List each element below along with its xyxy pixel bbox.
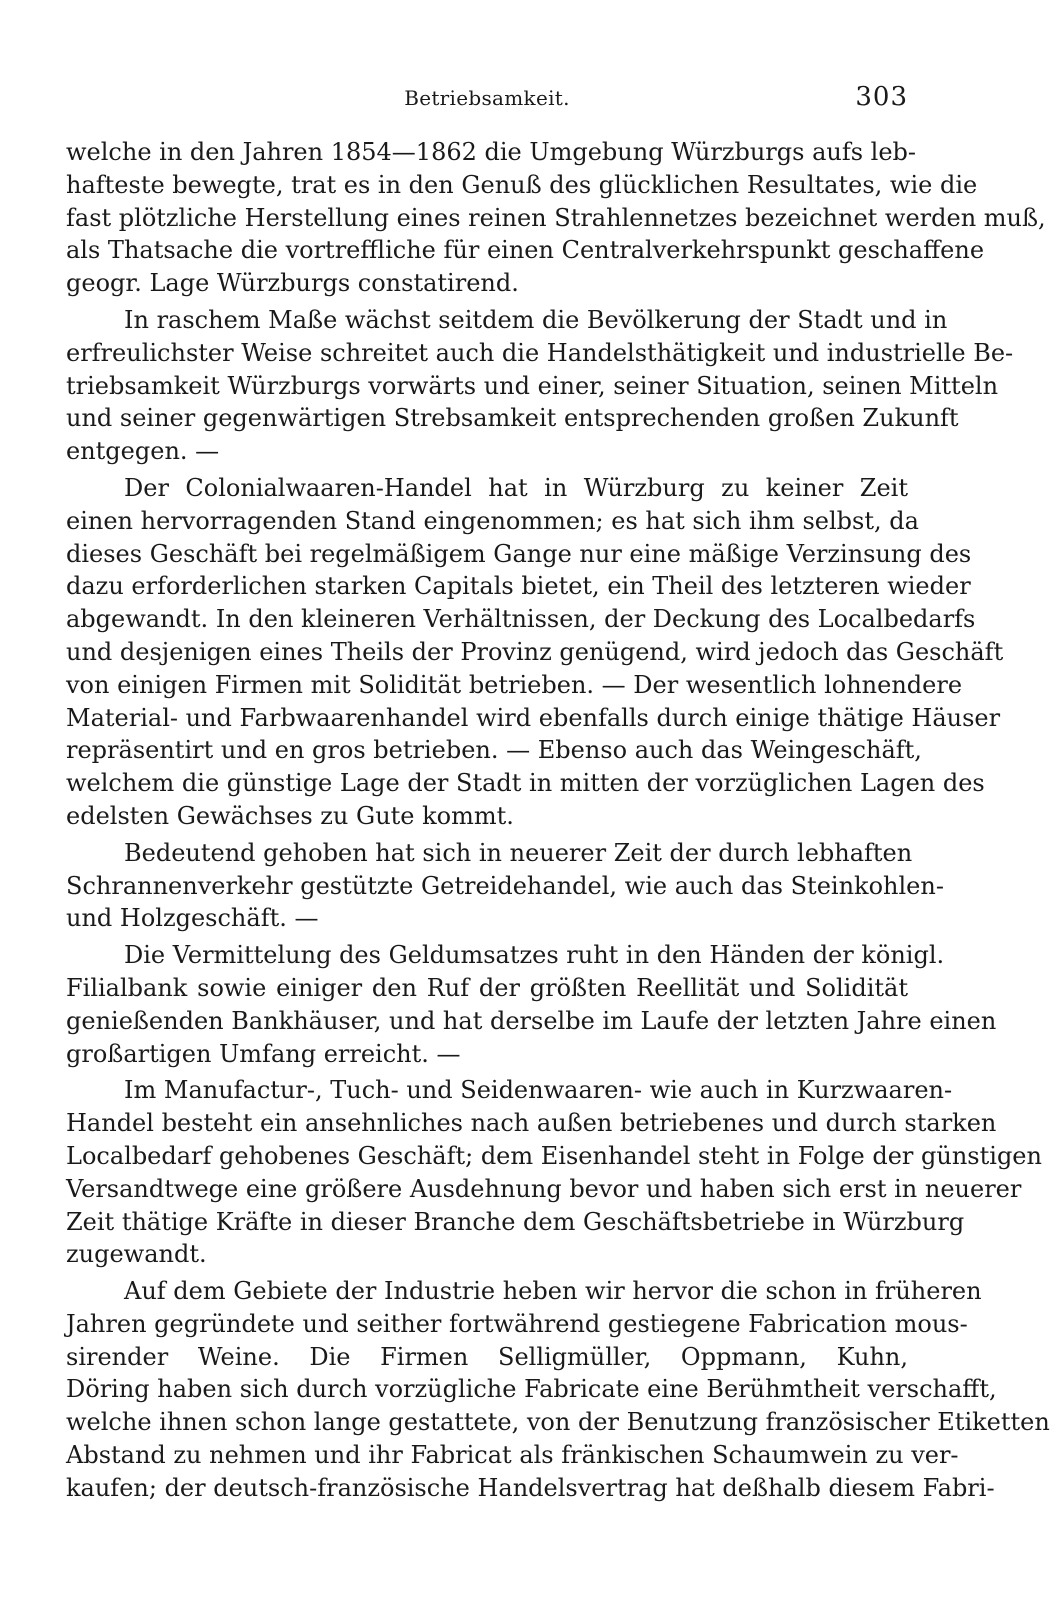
text-line: Handel besteht ein ansehnliches nach außen betriebenes und durch starken — [66, 1109, 997, 1138]
text-line: einen hervorragenden Stand eingenommen; es hat sich ihm selbst, da — [66, 506, 919, 535]
text-line: Im Manufactur-, Tuch- und Seidenwaaren- wie auch in Kurzwaaren- — [124, 1076, 953, 1105]
text-line: Die Vermittelung des Geldumsatzes ruht in den Händen der königl. — [124, 941, 945, 970]
text-line: Jahren gegründete und seither fortwährend gestiegene Fabrication mous- — [66, 1309, 968, 1338]
text-line: abgewandt. In den kleineren Verhältnissen, der Deckung des Localbedarfs — [66, 605, 976, 634]
text-line: großartigen Umfang erreicht. — — [66, 1039, 461, 1068]
paragraph — [66, 837, 944, 935]
text-line: welche ihnen schon lange gestattete, von der Benutzung französischer Etiketten — [66, 1408, 1050, 1437]
paragraph — [66, 1275, 1050, 1505]
text-line: fast plötzliche Herstellung eines reinen Strahlennetzes bezeichnet werden muß, — [66, 203, 1046, 232]
text-line: Localbedarf gehobenes Geschäft; dem Eisenhandel steht in Folge der günstigen — [66, 1141, 1042, 1170]
text-line: geogr. Lage Würzburgs constatirend. — [66, 269, 519, 298]
text-line: hafteste bewegte, trat es in den Genuß des glücklichen Resultates, wie die — [66, 170, 978, 199]
text-line: Material- und Farbwaarenhandel wird ebenfalls durch einige thätige Häuser — [66, 703, 1001, 732]
text-line: und desjenigen eines Theils der Provinz genügend, wird jedoch das Geschäft — [66, 637, 1004, 666]
text-line: Der Colonialwaaren-Handel hat in Würzburg zu keiner Zeit — [124, 473, 908, 502]
text-line: dieses Geschäft bei regelmäßigem Gange nur eine mäßige Verzinsung des — [66, 539, 972, 568]
text-line: triebsamkeit Würzburgs vorwärts und einer, seiner Situation, seinen Mitteln — [66, 371, 999, 400]
paragraph — [66, 939, 997, 1070]
text-line: In raschem Maße wächst seitdem die Bevölkerung der Stadt und in — [124, 305, 948, 334]
text-line: welche in den Jahren 1854—1862 die Umgebung Würzburgs aufs leb- — [66, 138, 917, 166]
text-line: Abstand zu nehmen und ihr Fabricat als fränkischen Schaumwein zu ver- — [66, 1441, 959, 1470]
text-line: Zeit thätige Kräfte in dieser Branche dem Geschäftsbetriebe in Würzburg — [66, 1207, 965, 1236]
text-line: und seiner gegenwärtigen Strebsamkeit entsprechenden großen Zukunft — [66, 404, 959, 433]
text-line: sirender Weine. Die Firmen Selligmüller, Oppmann, Kuhn, — [66, 1342, 908, 1371]
paragraph — [66, 472, 1004, 833]
text-line: Filialbank sowie einiger den Ruf der größten Reellität und Solidität — [66, 973, 908, 1002]
body-text — [66, 136, 1050, 1505]
text-line: zugewandt. — [66, 1240, 207, 1269]
text-line: Döring haben sich durch vorzügliche Fabricate eine Berühmtheit verschafft, — [66, 1375, 997, 1404]
text-line: genießenden Bankhäuser, und hat derselbe im Laufe der letzten Jahre einen — [66, 1006, 997, 1035]
text-line: Schrannenverkehr gestützte Getreidehandel, wie auch das Steinkohlen- — [66, 871, 944, 900]
text-line: von einigen Firmen mit Solidität betrieben. — Der wesentlich lohnendere — [66, 670, 963, 699]
text-line: dazu erforderlichen starken Capitals bietet, ein Theil des letzteren wieder — [66, 572, 971, 601]
text-line: welchem die günstige Lage der Stadt in mitten der vorzüglichen Lagen des — [66, 769, 985, 798]
paragraph — [66, 1074, 1042, 1271]
text-line: Auf dem Gebiete der Industrie heben wir hervor die schon in früheren — [124, 1277, 982, 1306]
page-number: 303 — [855, 82, 908, 112]
text-line: Versandtwege eine größere Ausdehnung bevor und haben sich erst in neuerer — [66, 1174, 1022, 1203]
text-line: erfreulichster Weise schreitet auch die Handelsthätigkeit und industrielle Be- — [66, 338, 1014, 367]
text-line: und Holzgeschäft. — — [66, 904, 319, 933]
running-title: Betriebsamkeit. — [404, 86, 570, 110]
text-line: repräsentirt und en gros betrieben. — Ebenso auch das Weingeschäft, — [66, 736, 922, 765]
text-line: als Thatsache die vortreffliche für einen Centralverkehrspunkt geschaffene — [66, 236, 985, 265]
text-line: edelsten Gewächses zu Gute kommt. — [66, 801, 514, 830]
text-line: Bedeutend gehoben hat sich in neuerer Zeit der durch lebhaften — [124, 838, 913, 867]
running-head — [66, 82, 908, 116]
paragraph — [66, 304, 1014, 468]
paragraph — [66, 136, 1046, 300]
text-line: entgegen. — — [66, 437, 220, 466]
text-line: kaufen; der deutsch-französische Handelsvertrag hat deßhalb diesem Fabri- — [66, 1473, 995, 1502]
